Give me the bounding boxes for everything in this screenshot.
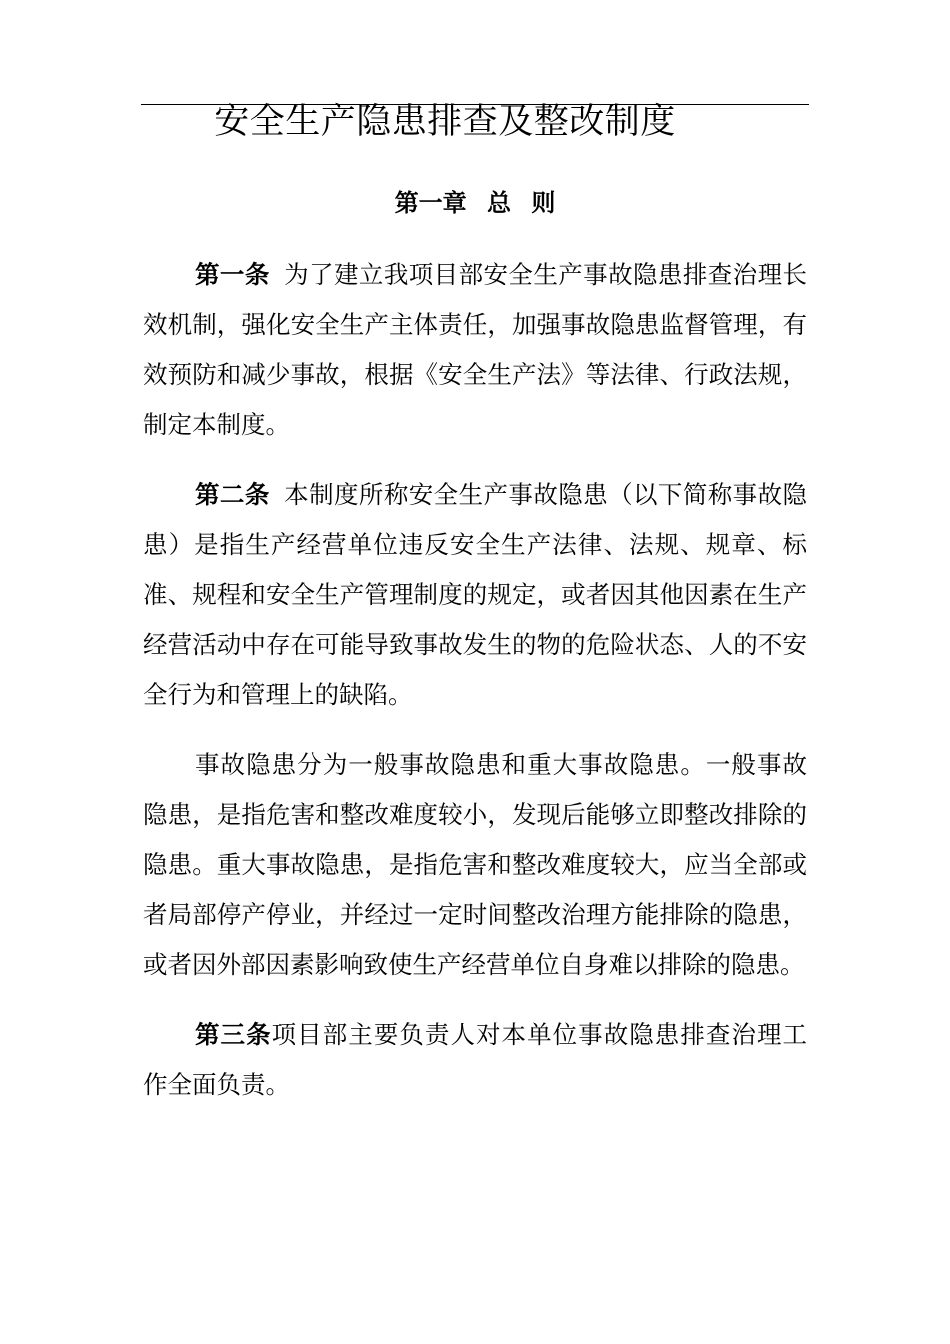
document-title: 安全生产隐患排查及整改制度 bbox=[214, 102, 676, 142]
article-text: 本制度所称安全生产事故隐患（以下简称事故隐患）是指生产经营单位违反安全生产法律、法规、规章、标准、规程和安全生产管理制度的规定，或者因其他因素在生产经营活动中存在可能导致事故发生的物的危险状态、人的不安全行为和管理上的缺陷。 bbox=[143, 480, 807, 709]
paragraph-hazard-classification bbox=[143, 740, 807, 990]
article-text: 为了建立我项目部安全生产事故隐患排查治理长效机制，强化安全生产主体责任，加强事故隐患监督管理，有效预防和减少事故，根据《安全生产法》等法律、行政法规，制定本制度。 bbox=[143, 260, 807, 439]
article-text: 项目部主要负责人对本单位事故隐患排查治理工作全面负责。 bbox=[143, 1020, 808, 1099]
document-body bbox=[143, 250, 807, 1130]
chapter-title: 第一章 总 则 bbox=[394, 189, 556, 217]
paragraph-text: 事故隐患分为一般事故隐患和重大事故隐患。一般事故隐患，是指危害和整改难度较小，发现后能够立即整改排除的隐患。重大事故隐患，是指危害和整改难度较大，应当全部或者局部停产停业，并经过一定时间整改治理方能排除的隐患，或者因外部因素影响致使生产经营单位自身难以排除的隐患。 bbox=[143, 750, 807, 979]
article-label: 第一条 bbox=[195, 260, 270, 289]
paragraph-article-1 bbox=[143, 250, 807, 450]
paragraph-article-3 bbox=[143, 1010, 807, 1110]
article-label: 第二条 bbox=[195, 480, 270, 509]
paragraph-article-2 bbox=[143, 470, 807, 720]
article-label: 第三条 bbox=[195, 1020, 272, 1049]
